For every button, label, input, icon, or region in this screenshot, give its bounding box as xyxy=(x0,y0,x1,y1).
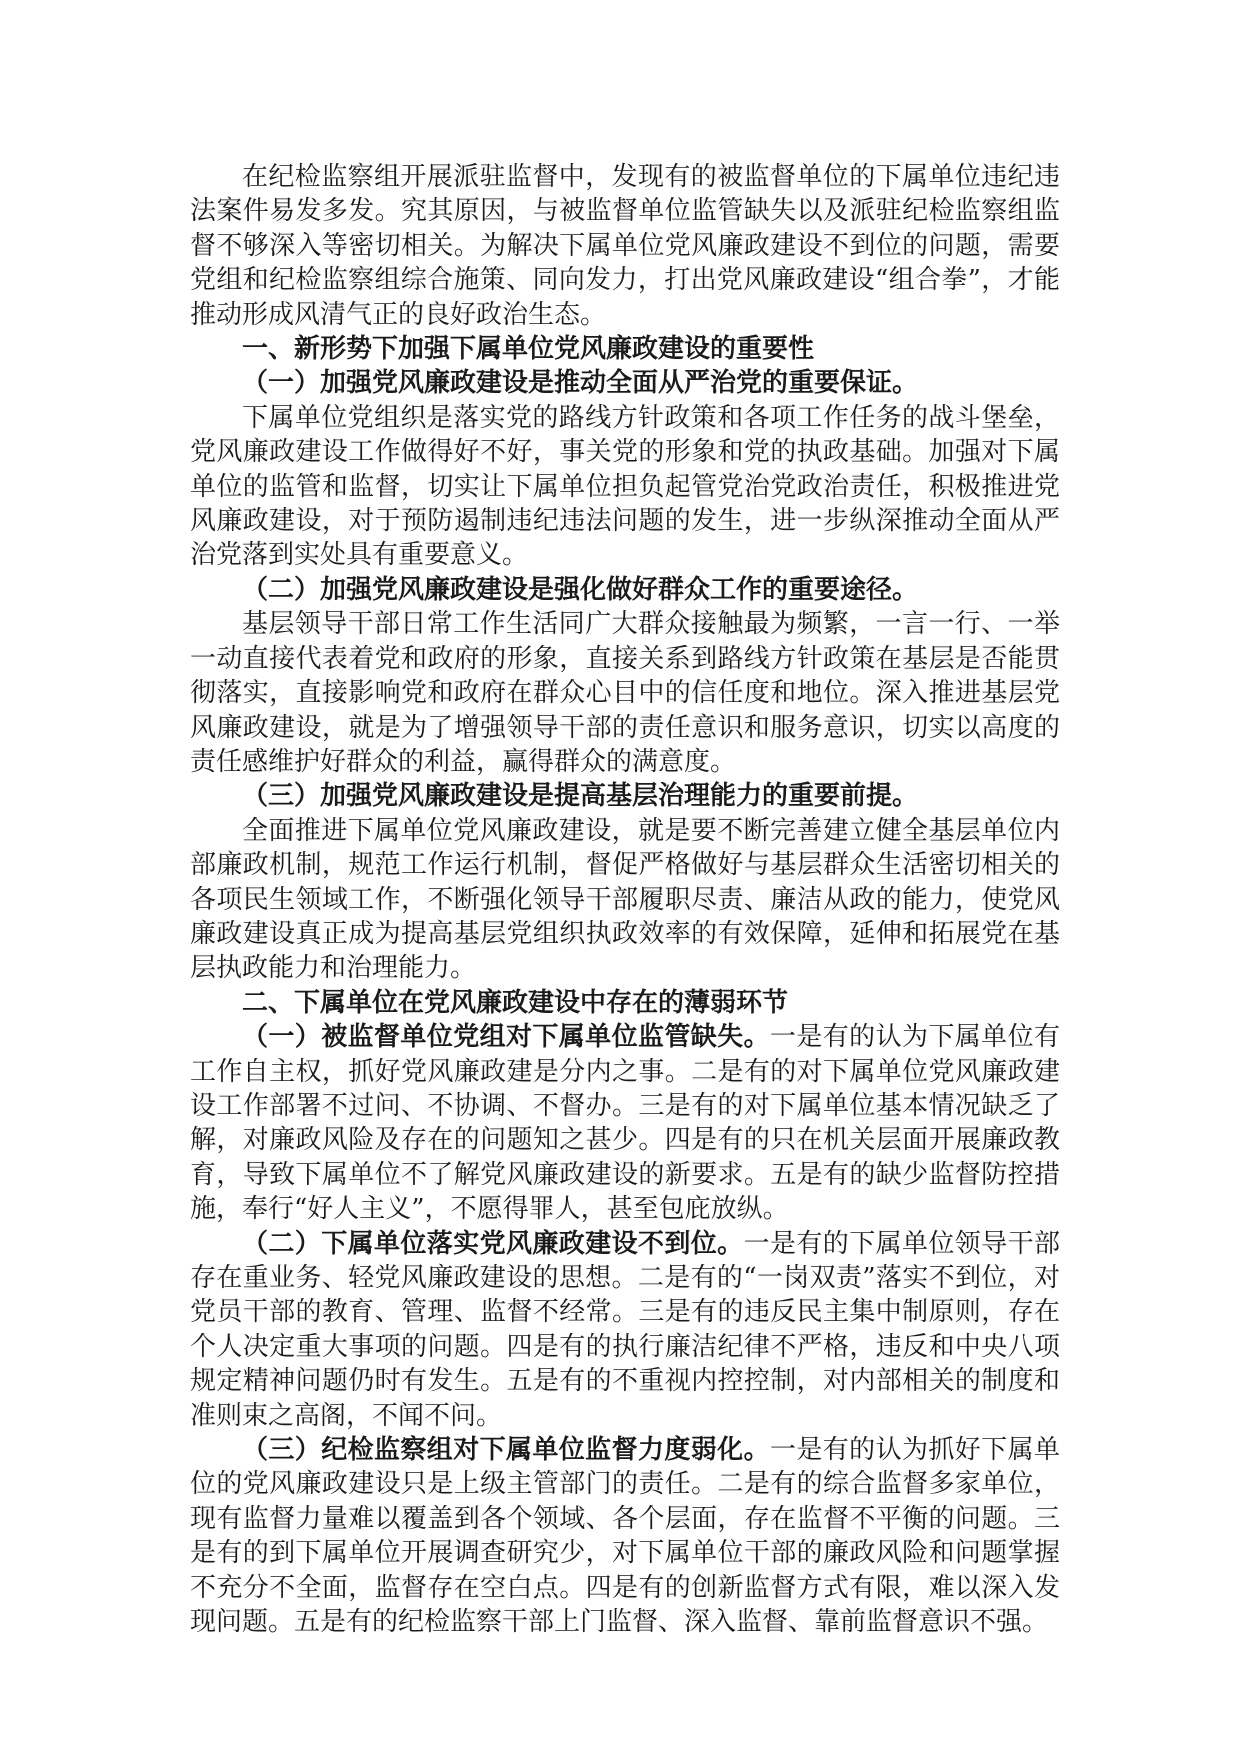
section-1-sub-1-heading: （一）加强党风廉政建设是推动全面从严治党的重要保证。 xyxy=(242,368,919,399)
section-2-sub-1-body: 一是有的认为下属单位有工作自主权，抓好党风廉政建是分内之事。二是有的对下属单位党风廉政建设工作部署不过问、不协调、不督办。三是有的对下属单位基本情况缺乏了解，对廉政风险及存在的问题知之甚少。四是有的只在机关层面开展廉政教育，导致下属单位不了解党风廉政建设的新要求。五是有的缺少监督防控措施，奉行“好人主义”，不愿得罪人，甚至包庇放纵。 xyxy=(190,1022,1060,1225)
section-2-sub-3-paragraph xyxy=(190,1433,1060,1639)
intro-paragraph: 在纪检监察组开展派驻监督中，发现有的被监督单位的下属单位违纪违法案件易发多发。究其原因，与被监督单位监管缺失以及派驻纪检监察组监督不够深入等密切相关。为解决下属单位党风廉政建设不到位的问题，需要党组和纪检监察组综合施策、同向发力，打出党风廉政建设“组合拳”，才能推动形成风清气正的良好政治生态。 xyxy=(190,162,1060,330)
section-1-sub-2-heading: （二）加强党风廉政建设是强化做好群众工作的重要途径。 xyxy=(242,574,919,605)
section-2-sub-3-body: 一是有的认为抓好下属单位的党风廉政建设只是上级主管部门的责任。二是有的综合监督多家单位，现有监督力量难以覆盖到各个领域、各个层面，存在监督不平衡的问题。三是有的到下属单位开展调查研究少，对下属单位干部的廉政风险和问题掌握不充分不全面，监督存在空白点。四是有的创新监督方式有限，难以深入发现问题。五是有的纪检监察干部上门监督、深入监督、靠前监督意识不强。 xyxy=(190,1435,1060,1638)
section-1-heading: 一、新形势下加强下属单位党风廉政建设的重要性 xyxy=(242,334,815,365)
section-2-sub-1-paragraph xyxy=(190,1020,1060,1226)
section-2-heading: 二、下属单位在党风廉政建设中存在的薄弱环节 xyxy=(242,987,789,1018)
section-1-sub-2-body: 基层领导干部日常工作生活同广大群众接触最为频繁，一言一行、一举一动直接代表着党和政府的形象，直接关系到路线方针政策在基层是否能贯彻落实，直接影响党和政府在群众心目中的信任度和地位。深入推进基层党风廉政建设，就是为了增强领导干部的责任意识和服务意识，切实以高度的责任感维护好群众的利益，赢得群众的满意度。 xyxy=(190,609,1060,777)
section-2-sub-3-lead: （三）纪检监察组对下属单位监督力度弱化。 xyxy=(242,1435,770,1466)
section-2-sub-2-paragraph xyxy=(190,1227,1060,1433)
section-1-sub-1-body: 下属单位党组织是落实党的路线方针政策和各项工作任务的战斗堡垒，党风廉政建设工作做得好不好，事关党的形象和党的执政基础。加强对下属单位的监管和监督，切实让下属单位担负起管党治党政治责任，积极推进党风廉政建设，对于预防遏制违纪违法问题的发生，进一步纵深推动全面从严治党落到实处具有重要意义。 xyxy=(190,402,1060,571)
section-2-sub-2-body: 一是有的下属单位领导干部存在重业务、轻党风廉政建设的思想。二是有的“一岗双责”落实不到位，对党员干部的教育、管理、监督不经常。三是有的违反民主集中制原则，存在个人决定重大事项的问题。四是有的执行廉洁纪律不严格，违反和中央八项规定精神问题仍时有发生。五是有的不重视内控控制，对内部相关的制度和准则束之高阁，不闻不问。 xyxy=(190,1228,1060,1431)
document-page xyxy=(190,160,1060,1639)
section-1-sub-3-heading: （三）加强党风廉政建设是提高基层治理能力的重要前提。 xyxy=(242,781,919,812)
section-1-sub-3-body: 全面推进下属单位党风廉政建设，就是要不断完善建立健全基层单位内部廉政机制，规范工作运行机制，督促严格做好与基层群众生活密切相关的各项民生领域工作，不断强化领导干部履职尽责、廉洁从政的能力，使党风廉政建设真正成为提高基层党组织执政效率的有效保障，延伸和拓展党在基层执政能力和治理能力。 xyxy=(190,815,1060,984)
section-2-sub-2-lead: （二）下属单位落实党风廉政建设不到位。 xyxy=(242,1228,744,1259)
section-2-sub-1-lead: （一）被监督单位党组对下属单位监管缺失。 xyxy=(242,1022,770,1053)
